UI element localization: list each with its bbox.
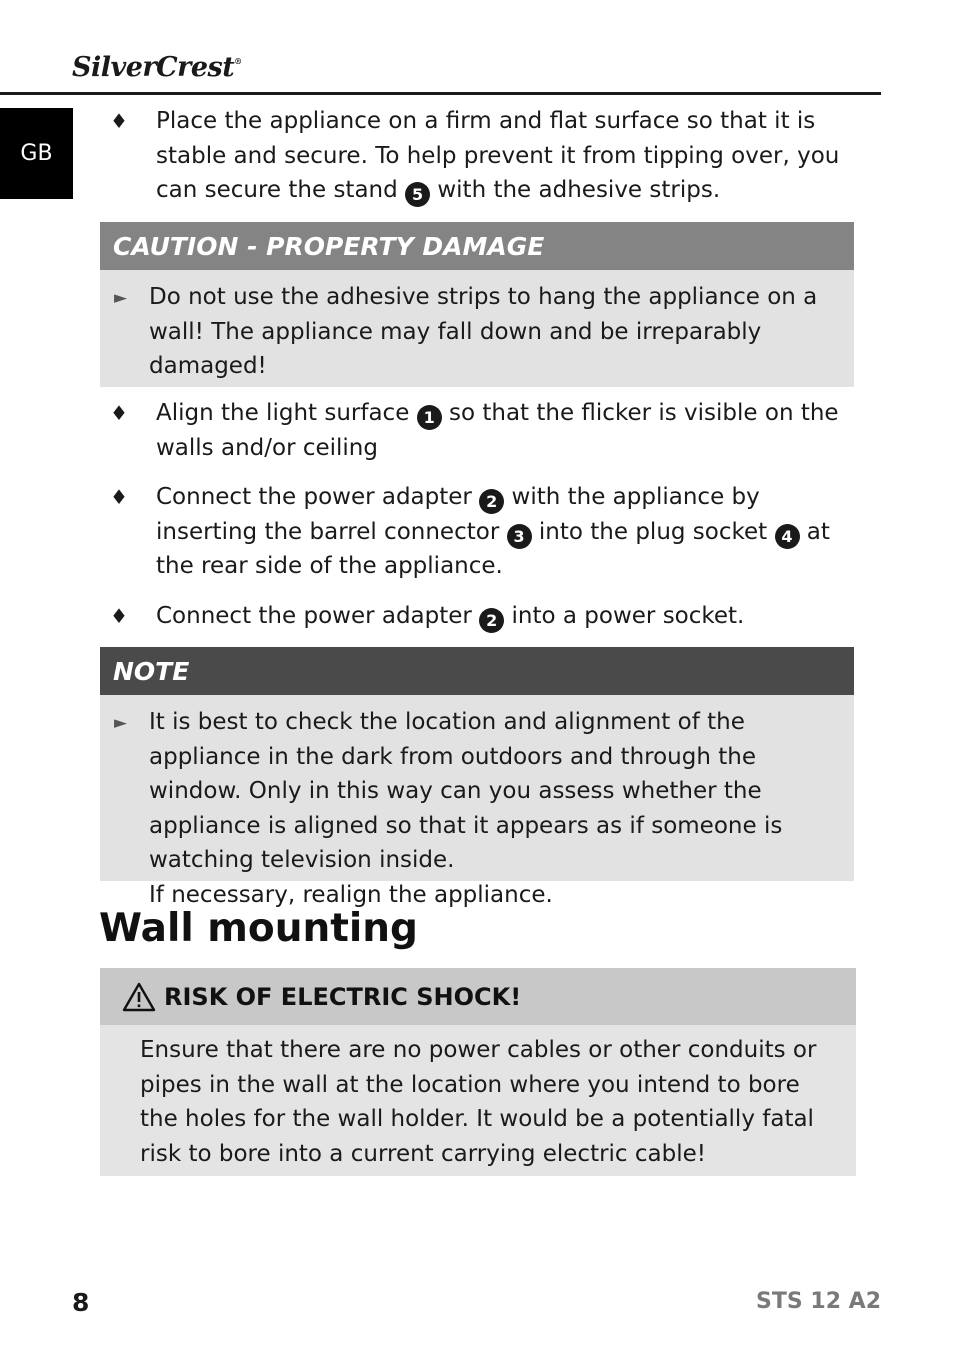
header-rule	[0, 92, 881, 95]
list-item	[108, 104, 868, 208]
risk-box	[100, 968, 856, 1176]
risk-text: Ensure that there are no power cables or other conduits or pipes in the wall at the location where you intend to bore the holes for the wall holder. It would be a potentially fatal risk to bore into a current carrying electric cable!	[140, 1037, 817, 1167]
note-title: NOTE	[100, 647, 854, 695]
callout-number: 5	[405, 182, 430, 207]
list-item-text: Connect the power adapter 2 into a power socket.	[156, 599, 868, 634]
page-number: 8	[72, 1288, 90, 1317]
section-title: Wall mounting	[99, 906, 418, 951]
caution-box	[100, 222, 854, 387]
caution-title: CAUTION - PROPERTY DAMAGE	[100, 222, 854, 270]
risk-title: RISK OF ELECTRIC SHOCK!	[164, 982, 522, 1011]
list-item	[108, 396, 868, 465]
callout-number: 1	[417, 405, 442, 430]
callout-number: 2	[479, 608, 504, 633]
list-item	[108, 480, 868, 584]
diamond-icon: ♦	[110, 401, 128, 425]
list-item-text: Align the light surface 1 so that the flicker is visible on the walls and/or ceiling	[156, 400, 839, 461]
arrow-right-icon: ►	[114, 713, 128, 733]
callout-number: 3	[507, 524, 532, 549]
diamond-icon: ♦	[110, 109, 128, 133]
list-item-text: Place the appliance on a firm and flat surface so that it is stable and secure. To help prevent it from tipping over, you can secure the stand 5 with the adhesive strips.	[156, 104, 868, 208]
callout-number: 4	[775, 524, 800, 549]
registered-mark: ®	[234, 56, 242, 66]
list-item	[108, 599, 868, 634]
warning-triangle-icon	[122, 982, 156, 1012]
brand-logo	[72, 52, 242, 83]
diamond-icon: ♦	[110, 485, 128, 509]
list-item-text: Connect the power adapter 2 with the appliance by inserting the barrel connector 3 into the plug socket 4 at the rear side of the appliance.	[156, 484, 830, 579]
model-number: STS 12 A2	[756, 1289, 881, 1314]
note-text: It is best to check the location and alignment of the appliance in the dark from outdoors and through the window. Only in this way can you assess whether the appliance is aligned so that it appears as if someone is watching television inside. If necessary, realign the appliance.	[149, 709, 783, 908]
language-tab: GB	[0, 108, 73, 199]
callout-number: 2	[479, 489, 504, 514]
brand-name: SilverCrest	[72, 52, 235, 83]
diamond-icon: ♦	[110, 604, 128, 628]
note-box	[100, 647, 854, 908]
arrow-right-icon: ►	[114, 288, 128, 308]
caution-text: Do not use the adhesive strips to hang the appliance on a wall! The appliance may fall down and be irreparably damaged!	[149, 284, 818, 379]
